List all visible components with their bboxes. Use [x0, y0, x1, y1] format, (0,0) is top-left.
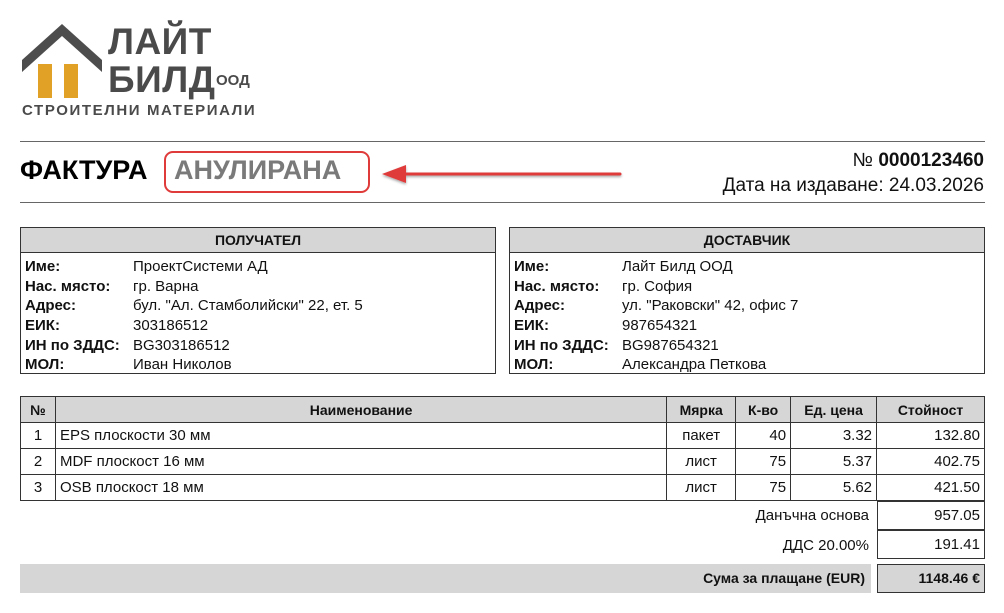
item-name: EPS плоскости 30 мм — [55, 423, 666, 449]
house-roof-icon — [22, 24, 102, 98]
supplier-field-value: гр. София — [622, 277, 693, 295]
tax-base-value: 957.05 — [877, 501, 985, 530]
item-qty: 40 — [736, 423, 791, 449]
logo-name-line2: БИЛД — [108, 59, 216, 100]
supplier-field-value: Александра Петкова — [622, 356, 767, 374]
invoice-title: ФАКТУРА — [20, 155, 148, 185]
grand-total-label: Сума за плащане (EUR) — [20, 564, 871, 593]
logo-name-line1: ЛАЙТ — [108, 21, 212, 62]
item-price: 3.32 — [791, 423, 877, 449]
tax-base-label: Данъчна основа — [755, 507, 869, 524]
supplier-field-value: Лайт Билд ООД — [622, 258, 733, 275]
item-qty: 75 — [736, 449, 791, 475]
recipient-field-row — [25, 296, 495, 316]
col-header-total: Стойност — [877, 397, 985, 423]
recipient-field-value: ПроектСистеми АД — [133, 258, 268, 275]
vat-label: ДДС 20.00% — [782, 537, 869, 554]
supplier-heading: ДОСТАВЧИК — [510, 228, 984, 253]
supplier-field-row — [514, 336, 984, 356]
item-unit: лист — [667, 449, 736, 475]
col-header-price: Ед. цена — [791, 397, 877, 423]
supplier-field-row — [514, 355, 984, 375]
supplier-field-label: Нас. място: — [514, 277, 600, 295]
item-total: 402.75 — [877, 449, 985, 475]
supplier-field-value: ул. "Раковски" 42, офис 7 — [622, 297, 799, 315]
supplier-field-value: BG987654321 — [622, 336, 719, 354]
arrow-left-icon — [380, 160, 625, 188]
item-price: 5.62 — [791, 475, 877, 501]
item-total: 132.80 — [877, 423, 985, 449]
recipient-box — [20, 227, 496, 374]
recipient-field-label: ЕИК: — [25, 317, 60, 335]
supplier-field-row — [514, 316, 984, 336]
items-header-row — [21, 397, 985, 423]
table-row — [21, 449, 985, 475]
col-header-unit: Мярка — [667, 397, 736, 423]
supplier-box — [509, 227, 985, 374]
recipient-field-row — [25, 355, 495, 375]
item-name: MDF плоскост 16 мм — [55, 449, 666, 475]
invoice-number-value: 0000123460 — [878, 150, 984, 171]
recipient-heading: ПОЛУЧАТЕЛ — [21, 228, 495, 253]
recipient-field-value: Иван Николов — [133, 356, 232, 374]
item-no: 3 — [21, 475, 56, 501]
invoice-number — [853, 150, 984, 172]
item-price: 5.37 — [791, 449, 877, 475]
item-name: OSB плоскост 18 мм — [55, 475, 666, 501]
supplier-field-label: ЕИК: — [514, 317, 549, 335]
invoice-status: АНУЛИРАНА — [174, 155, 342, 185]
vat-value: 191.41 — [877, 530, 985, 559]
recipient-field-row — [25, 336, 495, 356]
recipient-field-label: Адрес: — [25, 297, 76, 315]
item-unit: лист — [667, 475, 736, 501]
grand-total-value: 1148.46 € — [877, 564, 985, 593]
recipient-field-label: МОЛ: — [25, 356, 65, 374]
supplier-field-row — [514, 296, 984, 316]
supplier-field-row — [514, 277, 984, 297]
item-no: 1 — [21, 423, 56, 449]
table-row — [21, 475, 985, 501]
recipient-field-value: гр. Варна — [133, 277, 199, 295]
recipient-field-label: Име: — [25, 258, 61, 275]
col-header-no: № — [21, 397, 56, 423]
divider — [20, 202, 985, 203]
recipient-field-row — [25, 257, 495, 277]
recipient-field-label: ИН по ЗДДС: — [25, 336, 120, 354]
supplier-field-label: ИН по ЗДДС: — [514, 336, 609, 354]
item-qty: 75 — [736, 475, 791, 501]
item-total: 421.50 — [877, 475, 985, 501]
recipient-field-row — [25, 277, 495, 297]
invoice-number-prefix: № — [852, 150, 874, 171]
table-row — [21, 423, 985, 449]
items-table — [20, 396, 985, 501]
divider — [20, 141, 985, 142]
item-unit: пакет — [667, 423, 736, 449]
recipient-field-value: BG303186512 — [133, 336, 230, 354]
supplier-field-row — [514, 257, 984, 277]
item-no: 2 — [21, 449, 56, 475]
issue-date — [723, 175, 984, 197]
supplier-field-label: МОЛ: — [514, 356, 554, 374]
issue-date-value: 24.03.2026 — [888, 175, 984, 196]
logo-tagline: СТРОИТЕЛНИ МАТЕРИАЛИ — [22, 102, 257, 119]
supplier-field-label: Име: — [514, 258, 550, 275]
logo-suffix: ООД — [216, 72, 250, 89]
recipient-field-value: 303186512 — [133, 317, 209, 335]
col-header-name: Наименование — [55, 397, 666, 423]
recipient-field-label: Нас. място: — [25, 277, 111, 295]
issue-date-label: Дата на издаване: — [722, 175, 884, 196]
supplier-field-label: Адрес: — [514, 297, 565, 315]
recipient-field-row — [25, 316, 495, 336]
supplier-field-value: 987654321 — [622, 317, 698, 335]
recipient-field-value: бул. "Ал. Стамболийски" 22, ет. 5 — [133, 297, 363, 315]
col-header-qty: К-во — [736, 397, 791, 423]
